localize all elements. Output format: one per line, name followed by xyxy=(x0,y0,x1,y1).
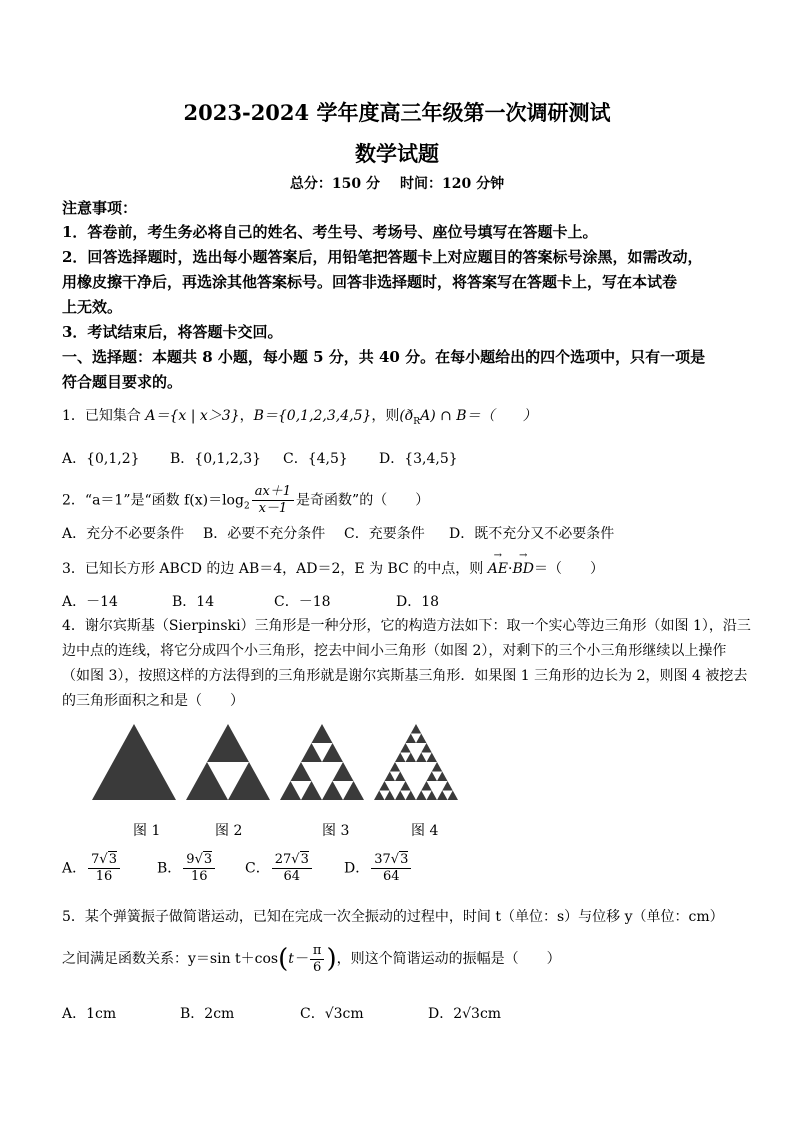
q4-a-den: 16 xyxy=(95,869,113,884)
q1-option-c[interactable]: C．{4,5} xyxy=(283,451,348,467)
q5-frac-num: π xyxy=(310,943,325,960)
sierpinski-figure-4 xyxy=(372,722,460,802)
q1-expr-sub: R xyxy=(413,416,421,427)
q4-b-rad: 3 xyxy=(203,852,213,867)
q4-option-d-fraction: $\frac{37√3}{64}$ xyxy=(371,852,411,885)
question-2 xyxy=(62,484,734,521)
score-time-line xyxy=(0,173,794,193)
q3-dot: · xyxy=(508,561,513,577)
question-4-line-2: 边中点的连线，将它分成四个小三角形，挖去中间小三角形（如图 2），对剩下的三个小三角形继续以上操作 xyxy=(62,643,727,659)
q3-option-a[interactable]: A．－14 xyxy=(62,594,118,610)
notice-item-1: 1．答卷前，考生务必将自己的姓名、考生号、考场号、座位号填写在答题卡上。 xyxy=(62,223,598,241)
q4-d-coef: 37 xyxy=(374,852,391,867)
notice-item-2-line-3: 上无效。 xyxy=(62,298,123,316)
q5-paren-open: ( xyxy=(278,944,289,974)
q1-option-d[interactable]: D．{3,4,5} xyxy=(379,451,458,467)
q4-option-c-letter: C． xyxy=(245,860,270,877)
q2-text-pre: 2．“a＝1”是“函数 f(x)＝log xyxy=(62,492,244,509)
q2-text-post: 是奇函数”的（ ） xyxy=(296,492,430,509)
q4-option-c[interactable] xyxy=(245,852,314,885)
q4-option-d[interactable] xyxy=(344,852,413,885)
q3-text-post: ＝（ ） xyxy=(534,561,604,577)
q4-option-b[interactable] xyxy=(157,852,217,885)
q4-c-coef: 27 xyxy=(274,852,292,867)
q5-frac-den: 6 xyxy=(313,959,322,975)
q1-set-a: A＝{x | x＞3} xyxy=(145,408,240,424)
q4-option-d-letter: D． xyxy=(344,860,370,877)
q4-c-rad: 3 xyxy=(300,852,309,867)
q4-d-rad: 3 xyxy=(400,852,409,867)
q4-d-den: 64 xyxy=(383,869,400,884)
q1-expr-rest: A) ∩ B＝（ ） xyxy=(420,408,537,424)
q2-option-b[interactable]: B．必要不充分条件 xyxy=(203,526,326,542)
q5-option-a[interactable]: A．1cm xyxy=(62,1006,117,1022)
q1-option-a[interactable]: A．{0,1,2} xyxy=(62,451,140,467)
exam-time: 时间：120 分钟 xyxy=(400,176,505,192)
question-4-line-1: 4．谢尔宾斯基（Sierpinski）三角形是一种分形，它的构造方法如下：取一个实心等边三角形（如图 1），沿三 xyxy=(62,618,751,634)
q3-vector-bd: → BD xyxy=(512,557,534,581)
notice-item-2-line-2: 用橡皮擦干净后，再选涂其他答案标号。回答非选择题时，将答案写在答题卡上，写在本试卷 xyxy=(62,273,678,291)
q2-frac-den: x－1 xyxy=(258,501,288,516)
q4-a-rad: 3 xyxy=(108,852,117,867)
q5-line2-pre: 之间满足函数关系：y＝sin t＋cos xyxy=(62,951,279,967)
q2-frac-num: ax＋1 xyxy=(252,484,294,501)
question-3 xyxy=(62,557,734,581)
question-5-line-1: 5．某个弹簧振子做简谐运动，已知在完成一次全振动的过程中，时间 t（单位：s）与位移 y（单位：cm） xyxy=(62,909,724,925)
notice-item-3: 3．考试结束后，将答题卡交回。 xyxy=(62,323,283,341)
figure-4-caption: 图 4 xyxy=(411,823,439,839)
q4-options xyxy=(62,852,734,896)
q2-fraction xyxy=(252,484,294,517)
total-score: 总分：150 分 xyxy=(289,176,380,192)
question-4-line-3: （如图 3），按照这样的方法得到的三角形就是谢尔宾斯基三角形．如果图 1 三角形的边长为 2，则图 4 被挖去 xyxy=(62,668,748,684)
q1-expr: (ð xyxy=(399,408,414,424)
q2-log-base: 2 xyxy=(243,501,250,512)
q5-inner-pre: t－ xyxy=(288,951,308,967)
notice-heading: 注意事项： xyxy=(62,199,138,217)
q5-option-b[interactable]: B．2cm xyxy=(180,1006,235,1022)
q4-c-den: 64 xyxy=(283,869,301,884)
q5-paren-close: ) xyxy=(326,944,337,974)
q3-text-pre: 3．已知长方形 ABCD 的边 AB＝4，AD＝2，E 为 BC 的中点，则 xyxy=(62,561,488,577)
q2-option-c[interactable]: C．充要条件 xyxy=(344,526,425,542)
question-4-line-4: 的三角形面积之和是（ ） xyxy=(62,693,244,709)
exam-title: 2023-2024 学年度高三年级第一次调研测试 xyxy=(183,100,611,125)
question-5-line-2 xyxy=(62,942,734,976)
q4-option-a-letter: A． xyxy=(62,860,87,877)
q1-text-mid: ，则 xyxy=(371,408,400,424)
sierpinski-figure-1 xyxy=(90,722,178,802)
sierpinski-figure-3 xyxy=(278,722,366,802)
sierpinski-figure-2 xyxy=(184,722,272,802)
q5-line2-post: ，则这个简谐运动的振幅是（ ） xyxy=(336,951,561,967)
subject-title: 数学试题 xyxy=(355,141,439,166)
q1-set-b: B＝{0,1,2,3,4,5} xyxy=(253,408,372,424)
section-1-heading-line-2: 符合题目要求的。 xyxy=(62,373,183,391)
q5-option-c[interactable]: C．√3cm xyxy=(300,1006,364,1022)
q4-option-a-fraction: $\frac{7√3}{16}$ xyxy=(88,852,120,885)
q3-option-b[interactable]: B．14 xyxy=(172,594,215,610)
q4-option-b-letter: B． xyxy=(157,860,182,877)
q2-option-a[interactable]: A．充分不必要条件 xyxy=(62,526,185,542)
q4-option-c-fraction: $\frac{27√3}{64}$ xyxy=(272,852,312,885)
figure-2-caption: 图 2 xyxy=(215,823,243,839)
figure-1-caption: 图 1 xyxy=(133,823,161,839)
q3-option-d[interactable]: D．18 xyxy=(396,594,440,610)
q5-fraction xyxy=(310,943,325,976)
q3-vector-ae: → AE xyxy=(488,557,508,581)
q3-option-c[interactable]: C．－18 xyxy=(274,594,331,610)
q4-b-den: 16 xyxy=(190,869,208,884)
q1-option-b[interactable]: B．{0,1,2,3} xyxy=(170,451,262,467)
q4-option-a[interactable] xyxy=(62,852,122,885)
figure-3-caption: 图 3 xyxy=(322,823,350,839)
q1-text-pre: 1．已知集合 xyxy=(62,408,146,424)
notice-item-2-line-1: 2．回答选择题时，选出每小题答案后，用铅笔把答题卡上对应题目的答案标号涂黑，如需改动， xyxy=(62,248,703,266)
section-1-heading-line-1: 一、选择题：本题共 8 小题，每小题 5 分，共 40 分。在每小题给出的四个选项中，只有一项是 xyxy=(62,348,706,366)
q2-option-d[interactable]: D．既不充分又不必要条件 xyxy=(449,526,615,542)
q5-option-d[interactable]: D．2√3cm xyxy=(428,1006,502,1022)
q4-option-b-fraction: $\frac{9√3}{16}$ xyxy=(183,852,215,885)
q4-b-coef: 9 xyxy=(186,852,195,867)
solid-triangle xyxy=(92,724,176,800)
question-1: 1．已知集合 A＝{x | x＞3}，B＝{0,1,2,3,4,5}，则$(ð_RA)$ ∩ B＝（ ） xyxy=(62,408,537,427)
q4-a-coef: 7 xyxy=(91,852,100,867)
